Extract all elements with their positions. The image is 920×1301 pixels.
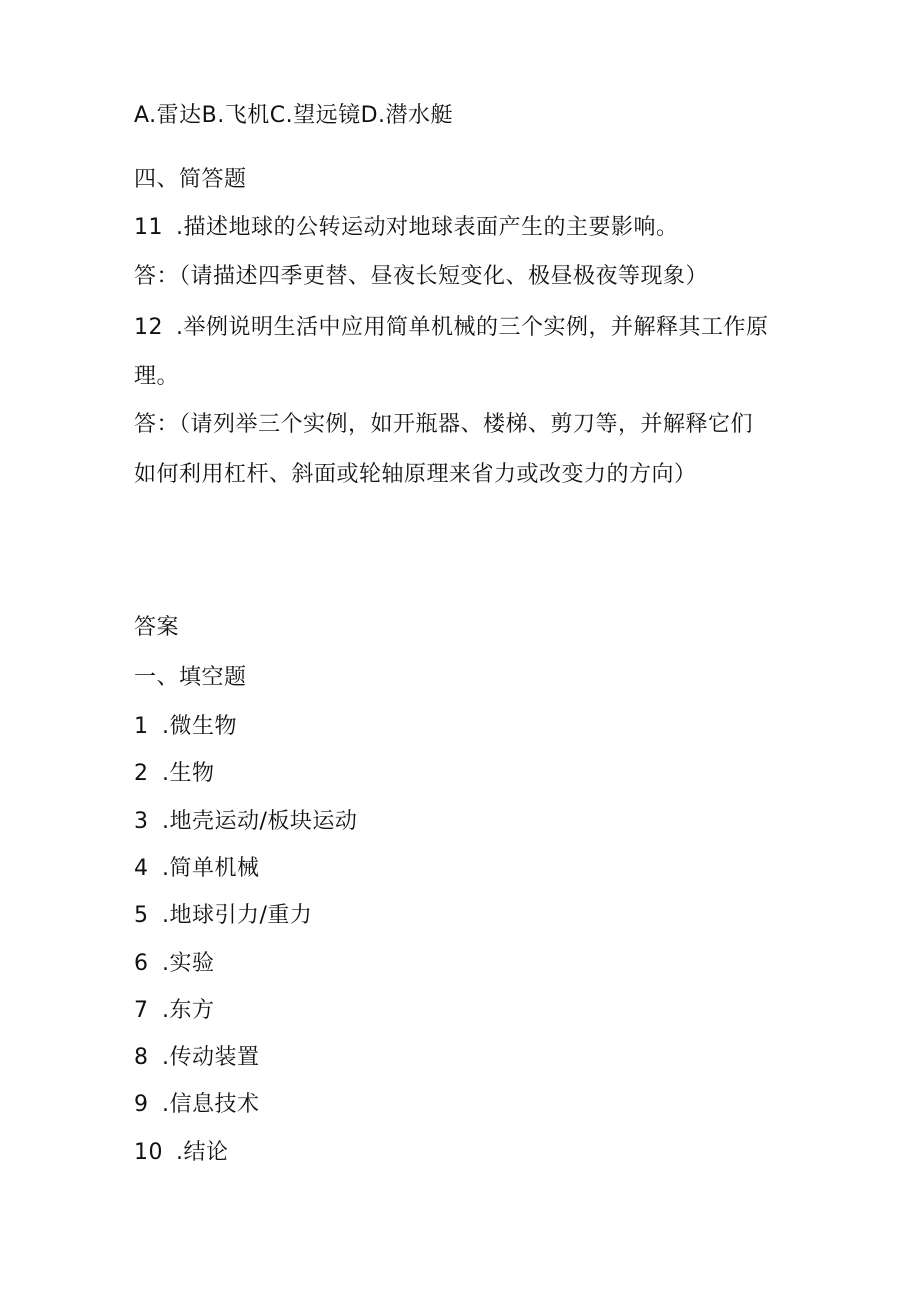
answer-item bbox=[134, 807, 357, 837]
question-number: 11 bbox=[134, 215, 163, 240]
answer-text: .地壳运动/板块运动 bbox=[162, 809, 358, 834]
answer-item bbox=[134, 1043, 260, 1073]
answer-item bbox=[134, 1138, 229, 1168]
answer-text: .生物 bbox=[162, 761, 215, 786]
answer-number: 8 bbox=[134, 1045, 149, 1070]
answer-text: .地球引力/重力 bbox=[162, 903, 313, 928]
answer-12-hint-line2: 如何利用杠杆、斜面或轮轴原理来省力或改变力的方向） bbox=[134, 462, 697, 487]
answer-number: 10 bbox=[134, 1140, 163, 1165]
answer-item bbox=[134, 759, 215, 789]
answer-number: 3 bbox=[134, 809, 149, 834]
answer-item bbox=[134, 712, 237, 742]
answer-number: 6 bbox=[134, 951, 149, 976]
answer-text: .实验 bbox=[162, 951, 215, 976]
answer-text: .简单机械 bbox=[162, 856, 260, 881]
question-text: .描述地球的公转运动对地球表面产生的主要影响。 bbox=[176, 215, 679, 240]
answer-number: 5 bbox=[134, 903, 149, 928]
answer-item bbox=[134, 949, 215, 979]
answer-number: 1 bbox=[134, 714, 149, 739]
answer-item bbox=[134, 996, 215, 1026]
answer-12-hint-line1: 答：（请列举三个实例，如开瓶器、楼梯、剪刀等，并解释它们 bbox=[134, 412, 754, 437]
answer-number: 9 bbox=[134, 1092, 149, 1117]
answer-item bbox=[134, 854, 260, 884]
answer-number: 7 bbox=[134, 998, 149, 1023]
question-text: .举例说明生活中应用简单机械的三个实例，并解释其工作原 bbox=[176, 315, 769, 340]
question-12-continuation: 理。 bbox=[134, 364, 180, 389]
question-12 bbox=[134, 313, 769, 343]
answer-text: .微生物 bbox=[162, 714, 237, 739]
question-11 bbox=[134, 213, 679, 243]
answer-text: .结论 bbox=[176, 1140, 229, 1165]
answer-item bbox=[134, 901, 312, 931]
answer-11-hint: 答：（请描述四季更替、昼夜长短变化、极昼极夜等现象） bbox=[134, 264, 709, 289]
answer-text: .传动装置 bbox=[162, 1045, 260, 1070]
section-heading-short-answer: 四、简答题 bbox=[134, 167, 247, 192]
answer-number: 4 bbox=[134, 856, 149, 881]
multiple-choice-options: A.雷达B.飞机C.望远镜D.潜水艇 bbox=[134, 103, 454, 128]
answer-text: .信息技术 bbox=[162, 1092, 260, 1117]
section-heading-fill-in: 一、填空题 bbox=[134, 665, 247, 690]
answer-number: 2 bbox=[134, 761, 149, 786]
answer-item bbox=[134, 1090, 260, 1120]
question-number: 12 bbox=[134, 315, 163, 340]
answers-title: 答案 bbox=[134, 615, 180, 640]
answer-text: .东方 bbox=[162, 998, 215, 1023]
